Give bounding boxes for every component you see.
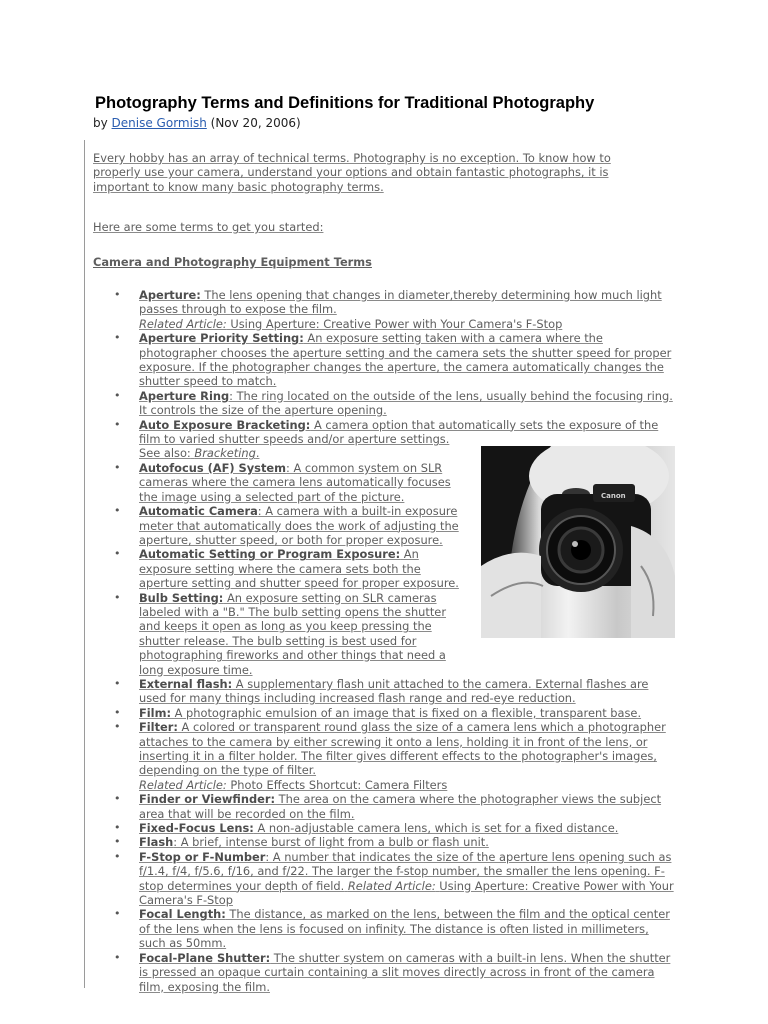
bullet: •	[114, 821, 121, 835]
bullet: •	[114, 504, 121, 518]
term-definition: A camera option that automatically sets the exposure of the film to varied shutter speeds and/or aperture settings.	[139, 417, 659, 447]
term-item	[0, 389, 768, 418]
related-article-link[interactable]: Using Aperture: Creative Power with Your Camera's F-Stop	[139, 878, 674, 908]
term-item	[0, 850, 768, 908]
term-definition: : A brief, intense burst of light from a bulb or flash unit.	[173, 835, 489, 850]
term-name: Finder or Viewfinder:	[139, 792, 276, 807]
bullet: •	[114, 907, 121, 921]
term-definition: : A number that indicates the size of the aperture lens opening such as f/1.4, f/4, f/5.6, f/16, and f/22. The larger the f-stop number, the smaller the lens opening. F-stop determines your depth of field.	[139, 849, 672, 893]
term-item	[0, 907, 768, 950]
term-name: Focal Length:	[139, 907, 226, 922]
term-name: F-Stop or F-Number	[139, 849, 266, 864]
bullet: •	[114, 849, 121, 863]
camera-photo-illustration	[481, 446, 675, 638]
term-definition: The shutter system on cameras with a built-in lens. When the shutter is pressed an opaque curtain containing a slit moves directly across in front of the camera film, exposing the film.	[139, 950, 671, 994]
related-article-label: Related Article:	[139, 316, 227, 331]
related-article-link[interactable]: Using Aperture: Creative Power with Your Camera's F-Stop	[230, 316, 563, 331]
term-name: Fixed-Focus Lens:	[139, 821, 254, 836]
term-definition: A photographic emulsion of an image that is fixed on a flexible, transparent base.	[171, 705, 642, 720]
term-item	[0, 331, 768, 389]
related-article	[139, 778, 676, 792]
terms-list	[0, 288, 768, 994]
bullet: •	[114, 288, 121, 301]
term-name: Film:	[139, 705, 172, 720]
term-name: Bulb Setting:	[139, 590, 224, 605]
bullet: •	[114, 705, 121, 719]
term-definition: An exposure setting taken with a camera where the photographer chooses the aperture setting and the camera sets the shutter speed for proper exposure. If the photographer changes the aperture, the camera automatically changes the shutter speed to match.	[139, 331, 672, 389]
bullet: •	[114, 388, 121, 402]
author-link[interactable]: Denise Gormish	[111, 116, 207, 130]
see-also: See also: Bracketing.	[139, 446, 260, 461]
publish-date: (Nov 20, 2006)	[210, 116, 301, 130]
bullet: •	[114, 417, 121, 431]
bullet: •	[114, 950, 121, 964]
bullet: •	[114, 547, 121, 561]
term-item	[0, 706, 768, 720]
related-article	[139, 317, 676, 331]
term-name: Aperture Priority Setting:	[139, 331, 304, 346]
term-item	[0, 835, 768, 849]
term-definition: The lens opening that changes in diameter,thereby determining how much light passes through to expose the film.	[139, 288, 662, 317]
term-item	[0, 951, 768, 994]
term-definition: The area on the camera where the photographer views the subject area that will be recorded on the film.	[139, 792, 662, 821]
related-article-label: Related Article:	[139, 777, 227, 792]
see-also-link[interactable]: Bracketing	[194, 446, 256, 461]
camera-photo	[481, 446, 675, 638]
section-heading: Camera and Photography Equipment Terms	[93, 255, 372, 269]
term-definition: A colored or transparent round glass the size of a camera lens which a photographer attaches to the camera by either screwing it onto a lens, holding it in front of the lens, or inserting it in a filter holder. The filter gives different effects to the photographer's images, depending on the type of filter.	[139, 720, 666, 778]
term-name: Automatic Setting or Program Exposure:	[139, 547, 401, 562]
term-definition: : A common system on SLR cameras where the camera lens automatically focuses the image using a selected part of the picture.	[139, 460, 451, 504]
bullet: •	[114, 792, 121, 806]
related-article-link[interactable]: Photo Effects Shortcut: Camera Filters	[230, 777, 448, 792]
term-item	[0, 288, 768, 331]
term-name: Autofocus (AF) System	[139, 460, 287, 475]
see-also-label: See also:	[139, 446, 191, 461]
bullet: •	[114, 590, 121, 604]
term-definition: : The ring located on the outside of the lens, usually behind the focusing ring. It controls the size of the aperture opening.	[139, 388, 673, 418]
term-item	[0, 720, 768, 792]
intro-paragraph: Every hobby has an array of technical terms. Photography is no exception. To know how to properly use your camera, understand your options and obtain fantastic photographs, it is important to know many basic photography terms.	[93, 151, 611, 194]
term-item	[0, 677, 768, 706]
intro-lead: Here are some terms to get you started:	[93, 220, 324, 234]
bullet: •	[114, 720, 121, 734]
term-definition: An exposure setting where the camera sets both the aperture setting and shutter speed for proper exposure.	[139, 547, 459, 591]
term-definition: A supplementary flash unit attached to the camera. External flashes are used for many things including increased flash range and red-eye reduction.	[139, 676, 649, 706]
term-name: External flash:	[139, 676, 233, 691]
term-name: Flash	[139, 835, 174, 850]
camera-brand-label: Canon	[601, 492, 626, 500]
term-name: Auto Exposure Bracketing:	[139, 417, 311, 432]
term-name: Filter:	[139, 720, 178, 735]
bullet: •	[114, 331, 121, 345]
bullet: •	[114, 835, 121, 849]
bullet: •	[114, 460, 121, 474]
term-name: Aperture:	[139, 288, 201, 302]
byline-prefix: by	[93, 116, 112, 130]
term-name: Aperture Ring	[139, 388, 230, 403]
term-item	[0, 821, 768, 835]
term-definition: A non-adjustable camera lens, which is set for a fixed distance.	[253, 821, 619, 836]
term-item	[0, 792, 768, 821]
term-name: Focal-Plane Shutter:	[139, 950, 271, 965]
term-name: Automatic Camera	[139, 504, 258, 519]
term-definition: An exposure setting on SLR cameras labeled with a "B." The bulb setting opens the shutter and keeps it open as long as you keep pressing the shutter release. The bulb setting is best used for photographing fireworks and other things that need a long exposure time.	[139, 590, 447, 677]
page-title: Photography Terms and Definitions for Traditional Photography	[95, 94, 595, 112]
byline	[93, 116, 301, 130]
term-definition: : A camera with a built-in exposure meter that automatically does the work of adjusting the aperture, shutter speed, or both for proper exposure.	[139, 504, 459, 547]
bullet: •	[114, 676, 121, 690]
term-definition: The distance, as marked on the lens, between the film and the optical center of the lens when the lens is focused on infinity. The distance is often listed in millimeters, such as 50mm.	[139, 907, 670, 951]
related-article-label: Related Article:	[347, 878, 436, 893]
